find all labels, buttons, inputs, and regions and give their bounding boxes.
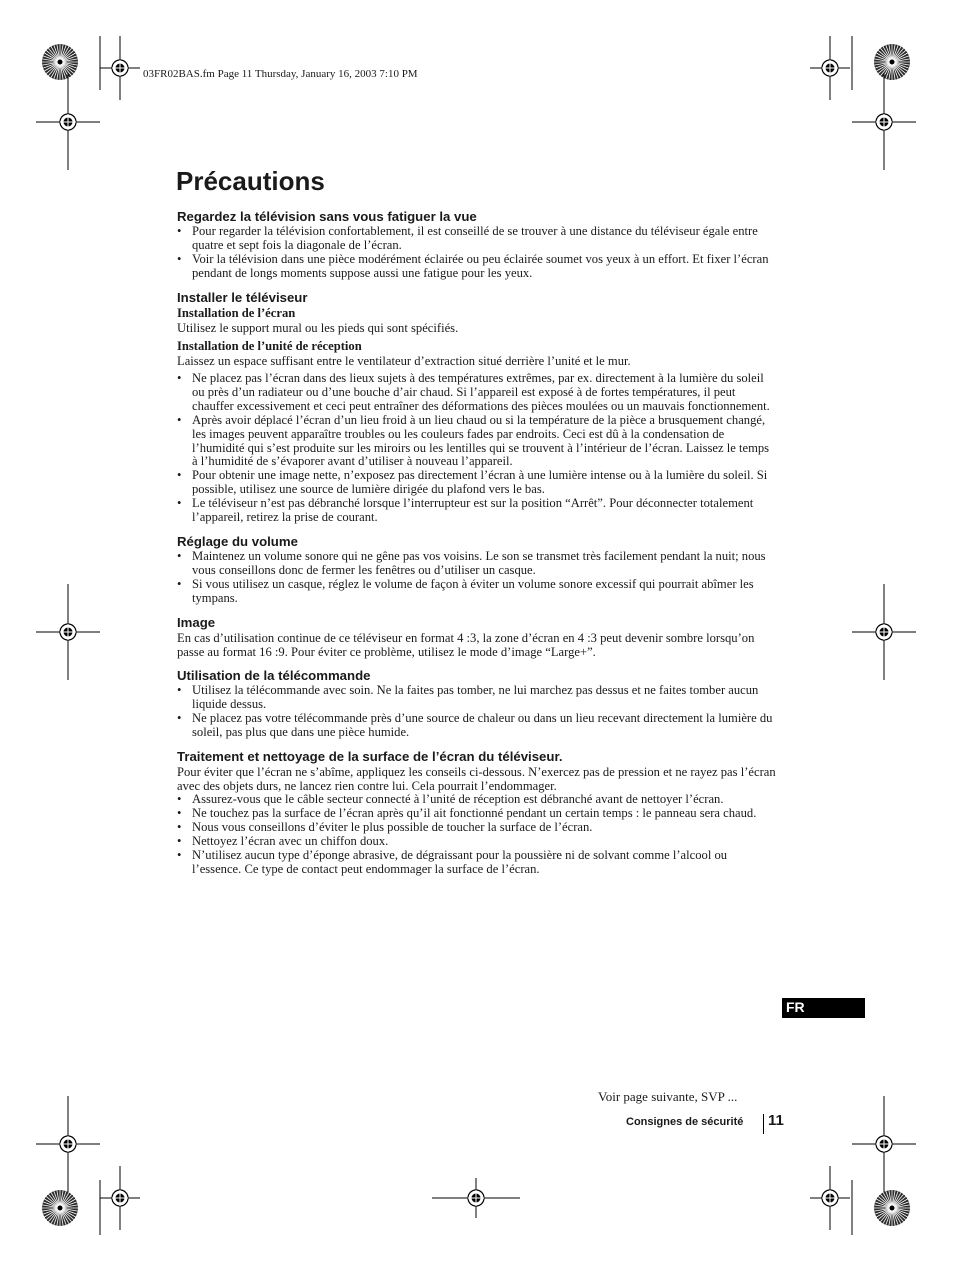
- footer-divider: [763, 1114, 764, 1134]
- list-item: • Voir la télévision dans une pièce modérément éclairée ou peu éclairée soumet vos yeux à un effort. Et fixer l’écran pendant de longs moments suppose aussi une fatigue pour les yeux.: [177, 253, 777, 281]
- language-tab-badge: FR: [782, 998, 865, 1018]
- color-target-icon: [874, 44, 910, 80]
- next-page-note: Voir page suivante, SVP ...: [598, 1089, 738, 1104]
- page-number: 11: [768, 1112, 784, 1129]
- list-item: • N’utilisez aucun type d’éponge abrasive, de dégraissant pour la poussière ni de solvant comme l’alcool ou l’essence. Ce type de contact peut endommager la surface de l’écran.: [177, 849, 777, 877]
- cleaning-bullet-list: [177, 793, 777, 876]
- file-info-header: 03FR02BAS.fm Page 11 Thursday, January 16, 2003 7:10 PM: [143, 68, 418, 80]
- subheading-unit-install: Installation de l’unité de réception: [177, 338, 362, 353]
- install-bullet-list: [177, 372, 777, 525]
- list-item: • Ne placez pas l’écran dans des lieux sujets à des températures extrêmes, par ex. directement à la lumière du soleil ou près d’un radiateur ou d’une bouche d’air chaud. Si l’appareil est exposé à de fortes températures, il peut chauffer excessivement et ceci peut entraîner des déformations des pièces moulées ou un mauvais fonctionnement.: [177, 372, 777, 414]
- page-title: Précautions: [176, 166, 325, 196]
- main-content: [177, 208, 777, 877]
- color-target-icon: [874, 1190, 910, 1226]
- list-item: • Ne touchez pas la surface de l’écran après qu’il ait fonctionné pendant un certain temps : le panneau sera chaud.: [177, 807, 777, 821]
- section-heading-volume: Réglage du volume: [177, 534, 298, 549]
- unit-install-text: Laissez un espace suffisant entre le ventilateur d’extraction situé derrière l’unité et le mur.: [177, 353, 631, 368]
- list-item: • Le téléviseur n’est pas débranché lorsque l’interrupteur est sur la position “Arrêt”. Pour déconnecter totalement l’appareil, retirez la prise de courant.: [177, 497, 777, 525]
- list-item: • Maintenez un volume sonore qui ne gêne pas vos voisins. Le son se transmet très facilement pendant la nuit; nous vous conseillons donc de fermer les fenêtres ou d’utiliser un casque.: [177, 550, 777, 578]
- list-item: • Assurez-vous que le câble secteur connecté à l’unité de réception est débranché avant de nettoyer l’écran.: [177, 793, 777, 807]
- remote-bullet-list: [177, 684, 777, 740]
- list-item: • Nettoyez l’écran avec un chiffon doux.: [177, 835, 777, 849]
- section-heading-image: Image: [177, 614, 216, 630]
- list-item: • Utilisez la télécommande avec soin. Ne la faites pas tomber, ne lui marchez pas dessus et ne faites tomber aucun liquide dessus.: [177, 684, 777, 712]
- footer-section-name: Consignes de sécurité: [626, 1116, 744, 1128]
- volume-bullet-list: [177, 550, 777, 606]
- subheading-screen-install: Installation de l’écran: [177, 305, 296, 320]
- section-heading-tv: Regardez la télévision sans vous fatiguer la vue: [177, 209, 477, 224]
- list-item: • Pour regarder la télévision confortablement, il est conseillé de se trouver à une distance du téléviseur égale entre quatre et sept fois la diagonale de l’écran.: [177, 225, 777, 253]
- section-heading-remote: Utilisation de la télécommande: [177, 668, 371, 684]
- list-item: • Ne placez pas votre télécommande près d’une source de chaleur ou dans un lieu recevant directement la lumière du soleil, pas plus que dans une pièce humide.: [177, 712, 777, 740]
- cleaning-text: Pour éviter que l’écran ne s’abîme, appliquez les conseils ci-dessous. N’exercez pas de pression et ne rayez pas l’écran avec des objets durs, ne lancez rien contre lui. Cela pourrait l’endommager.: [177, 764, 776, 793]
- section-heading-cleaning: Traitement et nettoyage de la surface de l’écran du téléviseur.: [177, 748, 563, 764]
- list-item: • Si vous utilisez un casque, réglez le volume de façon à éviter un volume sonore excessif qui pourrait abîmer les tympans.: [177, 578, 777, 606]
- color-target-icon: [42, 44, 78, 80]
- image-text: En cas d’utilisation continue de ce téléviseur en format 4 :3, la zone d’écran en 4 :3 peut devenir sombre lorsqu’on passe au format 16 :9. Pour éviter ce problème, utilisez le mode d’image “Large+”.: [177, 630, 755, 659]
- screen-install-text: Utilisez le support mural ou les pieds qui sont spécifiés.: [177, 320, 459, 335]
- section-heading-install: Installer le téléviseur: [177, 289, 308, 305]
- tv-bullet-list: [177, 225, 777, 281]
- list-item: • Pour obtenir une image nette, n’exposez pas directement l’écran à une lumière intense ou à la lumière du soleil. Si possible, utilisez une source de lumière dirigée du plafond vers le bas.: [177, 469, 777, 497]
- list-item: • Après avoir déplacé l’écran d’un lieu froid à un lieu chaud ou si la température de la pièce a brusquement changé, les images peuvent apparaître troubles ou les couleurs fades par endroits. Ceci est dû à la condensation de l’humidité qui s’est produite sur les miroirs ou les lentilles qui se trouvent à l’intérieur de l’écran. Laissez le temps à l’humidité de s’évaporer avant d’utiliser à nouveau l’appareil.: [177, 414, 777, 470]
- list-item: • Nous vous conseillons d’éviter le plus possible de toucher la surface de l’écran.: [177, 821, 777, 835]
- color-target-icon: [42, 1190, 78, 1226]
